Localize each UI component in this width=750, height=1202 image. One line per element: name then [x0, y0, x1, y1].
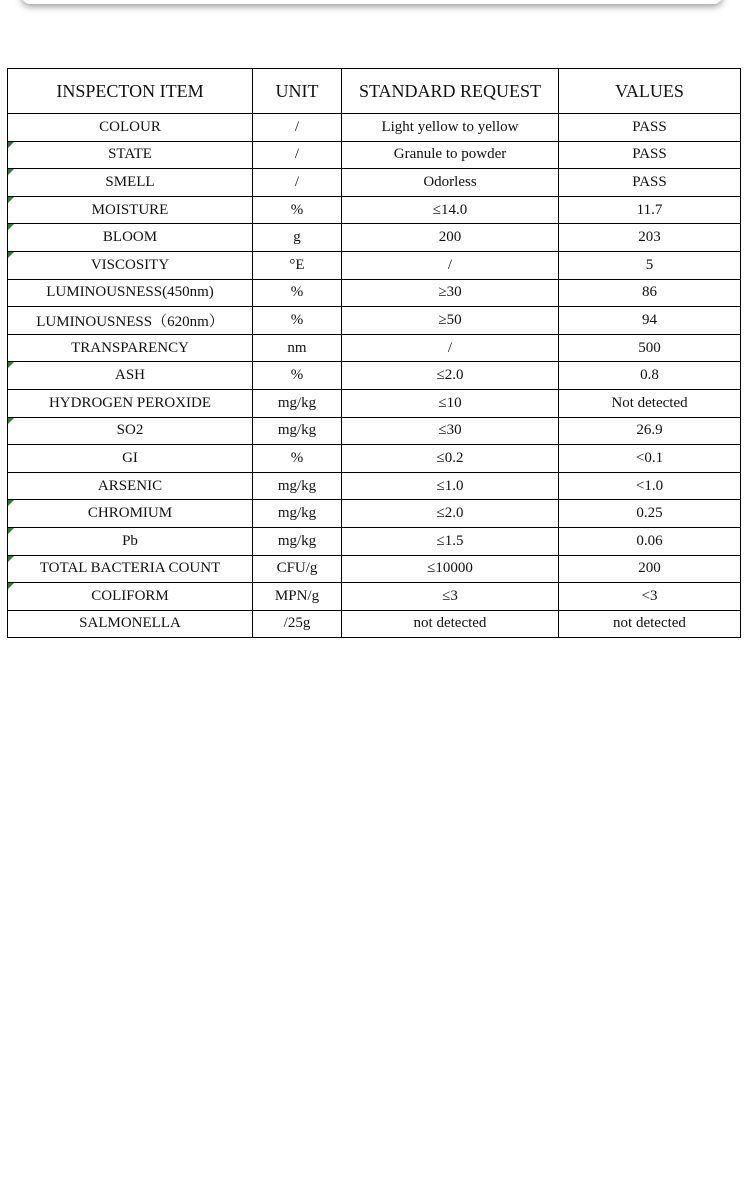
inspection-item-cell	[8, 389, 253, 417]
standard-request-cell	[342, 334, 559, 362]
value-cell-text: <1.0	[635, 477, 664, 494]
table-row	[8, 610, 741, 638]
cell-comment-flag-icon	[8, 528, 14, 534]
table-row	[8, 389, 741, 417]
value-cell-text: PASS	[632, 173, 667, 190]
inspection-item-cell	[8, 196, 253, 224]
unit-cell-text: %	[290, 367, 304, 384]
inspection-item-cell	[8, 114, 253, 142]
value-cell	[559, 472, 741, 500]
unit-cell	[253, 527, 342, 555]
unit-cell	[253, 417, 342, 445]
table-row	[8, 279, 741, 307]
inspection-item-cell-text: VISCOSITY	[90, 256, 170, 273]
value-cell-text: 203	[638, 229, 661, 246]
unit-cell-text: °E	[289, 256, 305, 273]
table-row	[8, 334, 741, 362]
inspection-item-cell-text: MOISTURE	[91, 201, 169, 218]
unit-cell	[253, 307, 342, 335]
unit-cell-text: mg/kg	[277, 477, 317, 494]
unit-cell	[253, 169, 342, 197]
header-unit: UNIT	[253, 69, 342, 114]
inspection-item-cell-text: ASH	[114, 367, 145, 384]
value-cell	[559, 583, 741, 611]
inspection-item-cell	[8, 610, 253, 638]
standard-request-cell	[342, 500, 559, 528]
value-cell-text: 11.7	[636, 201, 663, 218]
table-row	[8, 169, 741, 197]
standard-request-cell-text: ≤30	[438, 422, 462, 439]
value-cell-text: Not detected	[611, 394, 688, 411]
inspection-table	[7, 68, 741, 638]
cell-comment-flag-icon	[8, 252, 14, 258]
unit-cell	[253, 224, 342, 252]
unit-cell-text: mg/kg	[277, 422, 317, 439]
inspection-item-cell	[8, 251, 253, 279]
cell-comment-flag-icon	[8, 142, 14, 148]
standard-request-cell	[342, 169, 559, 197]
unit-cell-text: %	[290, 201, 304, 218]
inspection-item-cell	[8, 527, 253, 555]
unit-cell-text: /	[294, 146, 300, 163]
inspection-item-cell	[8, 362, 253, 390]
standard-request-cell	[342, 555, 559, 583]
table-row	[8, 527, 741, 555]
cell-comment-flag-icon	[8, 556, 14, 562]
cell-comment-flag-icon	[8, 418, 14, 424]
value-cell	[559, 196, 741, 224]
standard-request-cell	[342, 279, 559, 307]
inspection-item-cell-text: LUMINOUSNESS（620nm）	[36, 313, 224, 330]
cell-comment-flag-icon	[8, 224, 14, 230]
value-cell	[559, 610, 741, 638]
standard-request-cell-text: ≤1.0	[436, 477, 464, 494]
unit-cell-text: nm	[287, 339, 307, 356]
header-row	[8, 69, 741, 114]
standard-request-cell-text: ≥50	[438, 311, 462, 328]
cell-comment-flag-icon	[8, 169, 14, 175]
unit-cell-text: mg/kg	[277, 394, 317, 411]
value-cell	[559, 555, 741, 583]
value-cell	[559, 251, 741, 279]
inspection-item-cell-text: STATE	[108, 146, 152, 163]
standard-request-cell	[342, 196, 559, 224]
value-cell-text: 86	[642, 284, 657, 301]
unit-cell	[253, 389, 342, 417]
cell-comment-flag-icon	[8, 500, 14, 506]
unit-cell	[253, 114, 342, 142]
standard-request-cell	[342, 224, 559, 252]
value-cell-text: 0.25	[636, 505, 663, 522]
unit-cell-text: /	[294, 173, 300, 190]
table-row	[8, 555, 741, 583]
header-standard-request: STANDARD REQUEST	[342, 69, 559, 114]
inspection-item-cell-text: SMELL	[105, 173, 155, 190]
value-cell-text: <3	[641, 587, 658, 604]
standard-request-cell-text: Granule to powder	[393, 146, 507, 163]
inspection-item-cell	[8, 472, 253, 500]
value-cell-text: PASS	[632, 146, 667, 163]
inspection-item-cell	[8, 224, 253, 252]
unit-cell-text: /25g	[283, 615, 311, 632]
table-body	[8, 114, 741, 638]
unit-cell	[253, 610, 342, 638]
standard-request-cell	[342, 307, 559, 335]
table-row	[8, 362, 741, 390]
inspection-item-cell-text: TOTAL BACTERIA COUNT	[39, 560, 221, 577]
standard-request-cell-text: not detected	[413, 615, 487, 632]
cell-comment-flag-icon	[8, 362, 14, 368]
value-cell	[559, 362, 741, 390]
table-row	[8, 224, 741, 252]
table-row	[8, 251, 741, 279]
unit-cell-text: /	[294, 118, 300, 135]
standard-request-cell	[342, 251, 559, 279]
unit-cell-text: %	[290, 449, 304, 466]
standard-request-cell-text: ≤14.0	[432, 201, 468, 218]
inspection-item-cell-text: BLOOM	[102, 229, 158, 246]
standard-request-cell	[342, 141, 559, 169]
header-values: VALUES	[559, 69, 741, 114]
value-cell	[559, 445, 741, 473]
standard-request-cell	[342, 114, 559, 142]
value-cell	[559, 307, 741, 335]
table-header	[8, 69, 741, 114]
standard-request-cell-text: ≤3	[442, 587, 458, 604]
unit-cell	[253, 279, 342, 307]
unit-cell	[253, 334, 342, 362]
standard-request-cell	[342, 610, 559, 638]
unit-cell	[253, 500, 342, 528]
unit-cell	[253, 251, 342, 279]
standard-request-cell-text: ≤2.0	[436, 505, 464, 522]
table-row	[8, 196, 741, 224]
inspection-item-cell	[8, 500, 253, 528]
inspection-item-cell-text: SO2	[116, 422, 144, 439]
inspection-item-cell-text: SALMONELLA	[79, 615, 181, 632]
unit-cell-text: mg/kg	[277, 532, 317, 549]
value-cell-text: 26.9	[636, 422, 663, 439]
value-cell	[559, 114, 741, 142]
table-row	[8, 500, 741, 528]
standard-request-cell-text: /	[447, 339, 453, 356]
value-cell	[559, 527, 741, 555]
unit-cell-text: g	[293, 229, 301, 246]
value-cell-text: 5	[645, 256, 654, 273]
inspection-item-cell-text: LUMINOUSNESS(450nm)	[46, 284, 214, 301]
inspection-item-cell-text: GI	[122, 449, 138, 466]
standard-request-cell-text: /	[447, 256, 453, 273]
value-cell	[559, 279, 741, 307]
inspection-item-cell-text: ARSENIC	[97, 477, 163, 494]
unit-cell	[253, 362, 342, 390]
standard-request-cell	[342, 389, 559, 417]
table-row	[8, 417, 741, 445]
standard-request-cell-text: ≤2.0	[436, 367, 464, 384]
inspection-item-cell	[8, 417, 253, 445]
value-cell	[559, 334, 741, 362]
inspection-item-cell	[8, 169, 253, 197]
value-cell-text: not detected	[613, 615, 686, 632]
inspection-item-cell-text: HYDROGEN PEROXIDE	[48, 394, 212, 411]
standard-request-cell-text: ≤1.5	[436, 532, 464, 549]
inspection-item-cell-text: Pb	[122, 532, 138, 549]
value-cell-text: PASS	[632, 118, 667, 135]
table-row	[8, 114, 741, 142]
unit-cell	[253, 555, 342, 583]
unit-cell-text: %	[290, 284, 304, 301]
top-card-edge	[22, 0, 722, 4]
table-row	[8, 472, 741, 500]
inspection-item-cell	[8, 307, 253, 335]
standard-request-cell-text: Odorless	[423, 173, 477, 190]
header-inspection-item: INSPECTON ITEM	[8, 69, 253, 114]
table-row	[8, 141, 741, 169]
inspection-item-cell-text: COLOUR	[99, 118, 161, 135]
table-row	[8, 445, 741, 473]
table-row	[8, 583, 741, 611]
unit-cell	[253, 472, 342, 500]
cell-comment-flag-icon	[8, 583, 14, 589]
unit-cell-text: CFU/g	[276, 560, 318, 577]
inspection-item-cell	[8, 555, 253, 583]
inspection-item-cell	[8, 445, 253, 473]
value-cell	[559, 224, 741, 252]
standard-request-cell-text: Light yellow to yellow	[381, 118, 519, 135]
standard-request-cell	[342, 417, 559, 445]
standard-request-cell	[342, 527, 559, 555]
inspection-item-cell	[8, 583, 253, 611]
unit-cell-text: MPN/g	[274, 587, 320, 604]
standard-request-cell-text: ≤10	[438, 394, 462, 411]
inspection-item-cell	[8, 279, 253, 307]
unit-cell-text: mg/kg	[277, 505, 317, 522]
value-cell-text: 0.06	[636, 532, 663, 549]
cell-comment-flag-icon	[8, 197, 14, 203]
table-row	[8, 307, 741, 335]
standard-request-cell-text: ≤0.2	[436, 449, 464, 466]
value-cell	[559, 417, 741, 445]
standard-request-cell	[342, 362, 559, 390]
value-cell-text: 0.8	[640, 367, 659, 384]
inspection-item-cell-text: CHROMIUM	[87, 505, 173, 522]
value-cell-text: 94	[642, 311, 657, 328]
value-cell-text: 200	[638, 560, 661, 577]
unit-cell	[253, 141, 342, 169]
value-cell	[559, 389, 741, 417]
inspection-item-cell	[8, 141, 253, 169]
standard-request-cell	[342, 583, 559, 611]
value-cell	[559, 169, 741, 197]
inspection-item-cell-text: TRANSPARENCY	[71, 339, 189, 356]
standard-request-cell	[342, 472, 559, 500]
inspection-item-cell	[8, 334, 253, 362]
value-cell	[559, 141, 741, 169]
standard-request-cell-text: ≤10000	[427, 560, 473, 577]
unit-cell-text: %	[290, 311, 304, 328]
value-cell-text: <0.1	[635, 449, 664, 466]
unit-cell	[253, 445, 342, 473]
unit-cell	[253, 583, 342, 611]
standard-request-cell-text: 200	[438, 229, 462, 246]
standard-request-cell	[342, 445, 559, 473]
inspection-item-cell-text: COLIFORM	[91, 587, 169, 604]
value-cell-text: 500	[638, 339, 661, 356]
value-cell	[559, 500, 741, 528]
standard-request-cell-text: ≥30	[438, 284, 462, 301]
unit-cell	[253, 196, 342, 224]
